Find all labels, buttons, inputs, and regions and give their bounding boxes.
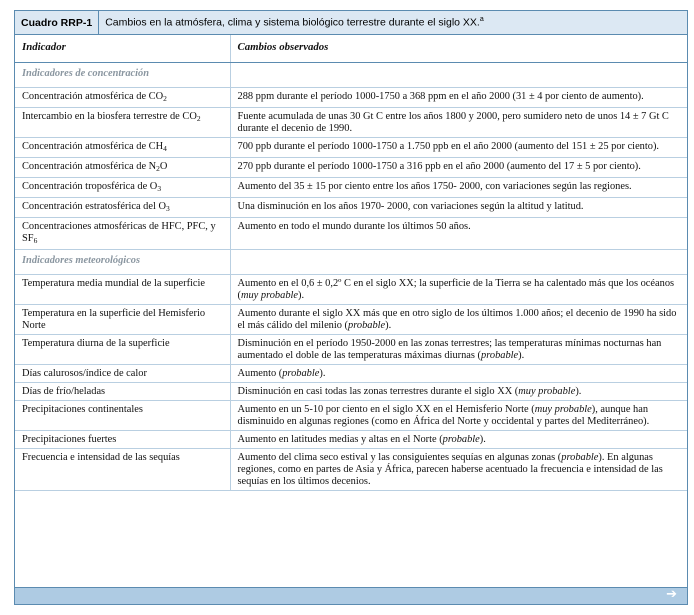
table-header-row [15,35,687,63]
table-caption [15,11,687,35]
indicator-cell: Indicadores de concentración [15,63,230,88]
arrow-right-icon[interactable]: ➔ [666,587,677,602]
indicator-cell: Indicadores meteorológicos [15,250,230,275]
indicator-cell: Días calurosos/índice de calor [15,365,230,383]
table-row [15,275,687,305]
section-row [15,250,687,275]
indicator-cell: Concentración troposférica de $O_3$ [15,178,230,198]
table-frame [14,10,688,605]
indicators-table [15,35,687,491]
indicator-cell: Temperatura media mundial de la superficie [15,275,230,305]
changes-cell: Aumento en el 0,6 ± 0,2º C en el siglo XX; la superficie de la Tierra se ha calentado más que los océanos (muy probable). [230,275,687,305]
changes-cell: Disminución en el período 1950-2000 en las zonas terrestres; las temperaturas mínimas nocturnas han aumentado el doble de las temperaturas máximas diurnas (probable). [230,335,687,365]
changes-cell: Aumento en todo el mundo durante los últimos 50 años. [230,218,687,250]
indicator-cell: Días de frío/heladas [15,383,230,401]
changes-cell: Aumento del 35 ± 15 por ciento entre los años 1750- 2000, con variaciones según las regiones. [230,178,687,198]
changes-cell: Fuente acumulada de unas 30 Gt C entre los años 1800 y 2000, pero sumidero neto de unos 14 ± 7 Gt C durante el decenio de 1990. [230,108,687,138]
indicator-cell: Concentración estratosférica del $O_3$ [15,198,230,218]
changes-cell: Aumento en un 5-10 por ciento en el siglo XX en el Hemisferio Norte (muy probable), aunque han disminuido en algunas regiones (como en África del Norte y occidental y partes del Mediterráneo). [230,401,687,431]
table-row [15,138,687,158]
caption-label: Cuadro RRP-1 [15,11,99,34]
changes-cell: Una disminución en los años 1970- 2000, con variaciones según la altitud y latitud. [230,198,687,218]
indicator-cell: Precipitaciones fuertes [15,431,230,449]
indicator-cell: Concentración atmosférica de $N_2O$ [15,158,230,178]
indicator-cell: Intercambio en la biosfera terrestre de $CO_2$ [15,108,230,138]
changes-cell: 700 ppb durante el período 1000-1750 a 1.750 ppb en el año 2000 (aumento del 151 ± 25 por ciento). [230,138,687,158]
table-row [15,108,687,138]
caption-title: Cambios en la atmósfera, clima y sistema biológico terrestre durante el siglo XX.$^a$ [105,16,484,29]
indicator-cell: Precipitaciones continentales [15,401,230,431]
changes-cell: Disminución en casi todas las zonas terrestres durante el siglo XX (muy probable). [230,383,687,401]
changes-cell: 270 ppb durante el período 1000-1750 a 316 ppb en el año 2000 (aumento del 17 ± 5 por ciento). [230,158,687,178]
table-row [15,335,687,365]
table-row [15,449,687,491]
footnote-mark: a [479,16,484,24]
table-row [15,365,687,383]
header-changes: Cambios observados [230,35,687,63]
changes-cell [230,63,687,88]
indicator-cell: Temperatura en la superficie del Hemisferio Norte [15,305,230,335]
indicator-cell: Concentración atmosférica de $CO_2$ [15,88,230,108]
table-row [15,158,687,178]
section-row [15,63,687,88]
changes-cell: 288 ppm durante el período 1000-1750 a 368 ppm en el año 2000 (31 ± 4 por ciento de aumento). [230,88,687,108]
table-row [15,178,687,198]
header-indicator: Indicador [15,35,230,63]
indicator-cell: Concentraciones atmosféricas de HFC, PFC, y $SF_6$ [15,218,230,250]
table-row [15,305,687,335]
indicator-cell: Concentración atmosférica de $CH_4$ [15,138,230,158]
table-row [15,198,687,218]
changes-cell: Aumento en latitudes medias y altas en el Norte (probable). [230,431,687,449]
table-row [15,431,687,449]
table-row [15,88,687,108]
indicator-cell: Temperatura diurna de la superficie [15,335,230,365]
changes-cell [230,250,687,275]
table-footer [15,587,687,604]
changes-cell: Aumento (probable). [230,365,687,383]
table-row [15,401,687,431]
table-row [15,383,687,401]
indicator-cell: Frecuencia e intensidad de las sequías [15,449,230,491]
table-row [15,218,687,250]
changes-cell: Aumento del clima seco estival y las consiguientes sequías en algunas zonas (probable). En algunas regiones, como en partes de Asia y África, parecen haberse acentuado la frecuencia e intensidad de las sequías en los últimos decenios. [230,449,687,491]
changes-cell: Aumento durante el siglo XX más que en otro siglo de los últimos 1.000 años; el decenio de 1990 ha sido el más cálido del milenio (probable). [230,305,687,335]
